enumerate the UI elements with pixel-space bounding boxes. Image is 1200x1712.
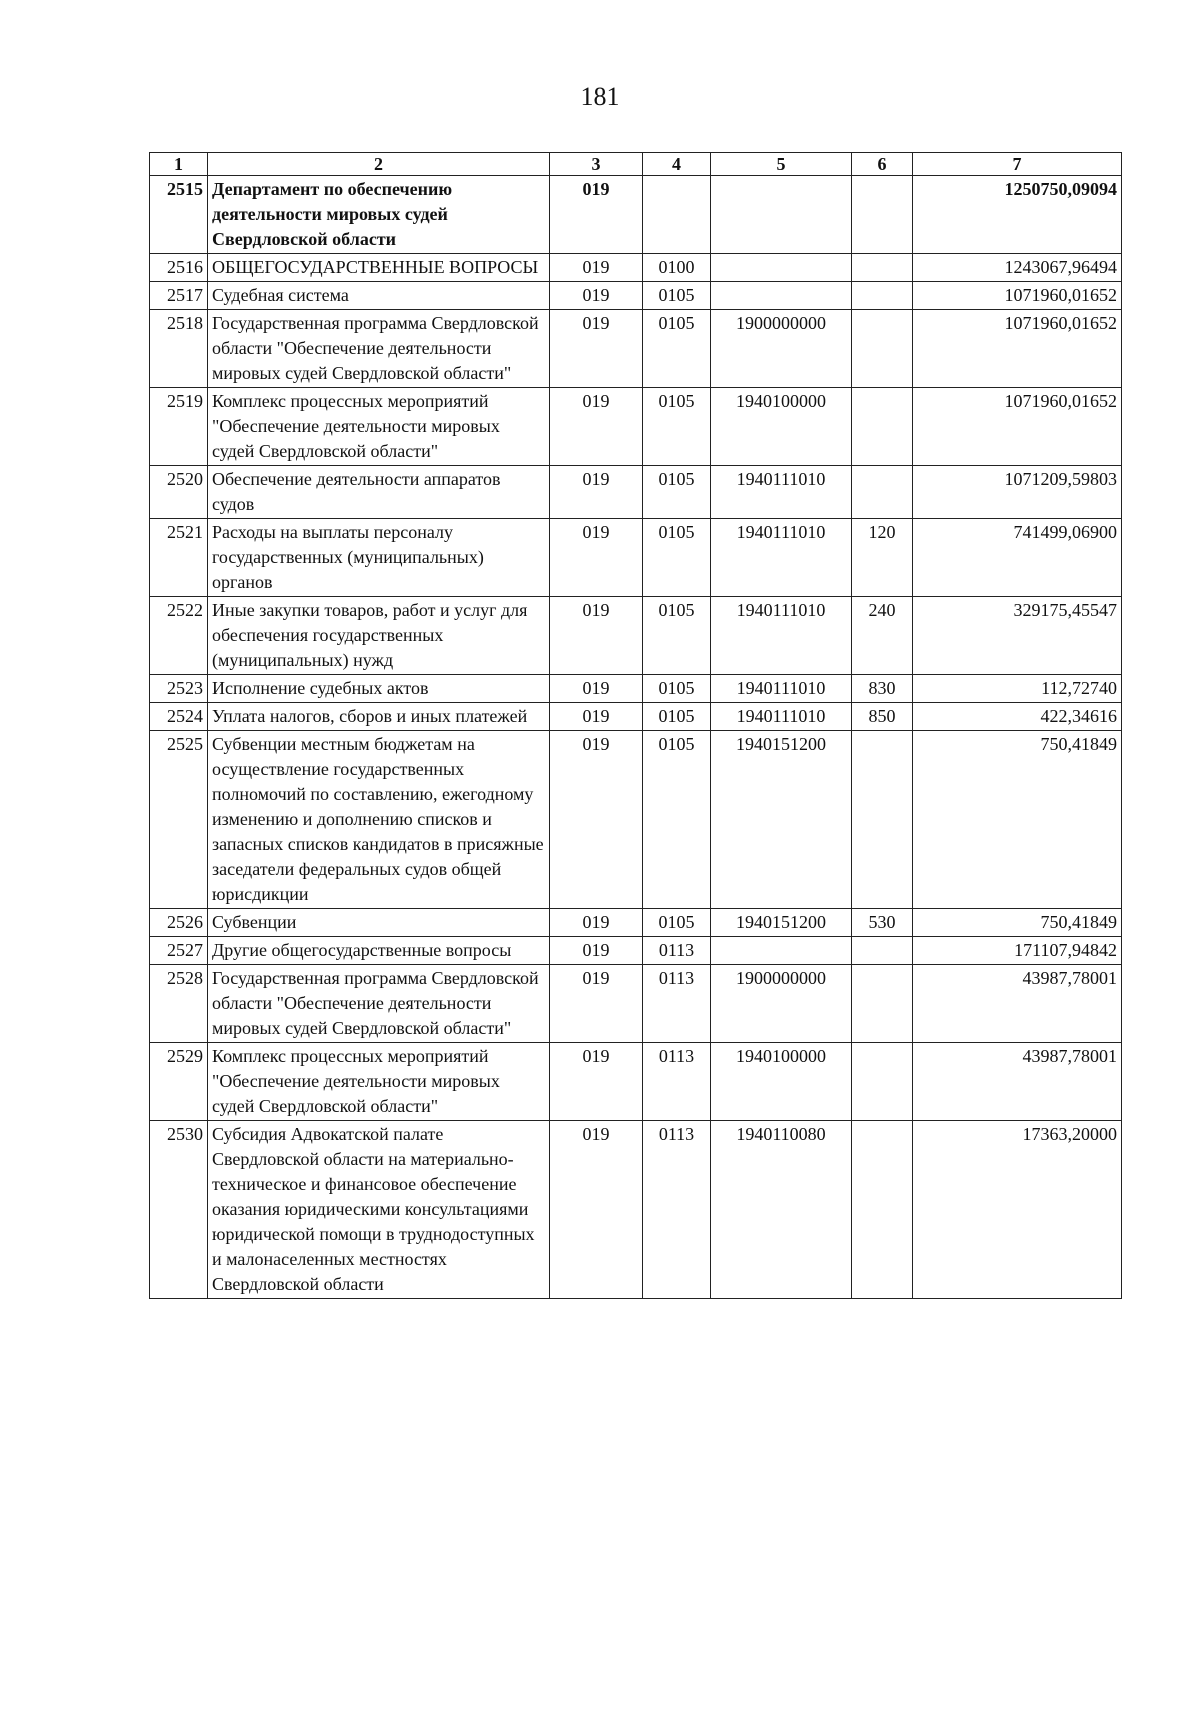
row-number: 2522 — [150, 597, 208, 675]
expense-type-code: 240 — [852, 597, 913, 675]
table-row — [150, 310, 1122, 388]
row-name: Государственная программа Свердловской области "Обеспечение деятельности мировых судей Свердловской области" — [208, 310, 550, 388]
column-header: 7 — [913, 153, 1122, 176]
table-row — [150, 597, 1122, 675]
row-number: 2530 — [150, 1121, 208, 1299]
section-code: 0105 — [643, 909, 711, 937]
amount-value: 43987,78001 — [913, 1043, 1122, 1121]
column-header: 5 — [711, 153, 852, 176]
table-row — [150, 254, 1122, 282]
target-article-code: 1940110080 — [711, 1121, 852, 1299]
target-article-code: 1940151200 — [711, 909, 852, 937]
chapter-code: 019 — [550, 176, 643, 254]
target-article-code — [711, 176, 852, 254]
expense-type-code — [852, 1121, 913, 1299]
target-article-code: 1940111010 — [711, 597, 852, 675]
chapter-code: 019 — [550, 909, 643, 937]
row-number: 2518 — [150, 310, 208, 388]
row-number: 2517 — [150, 282, 208, 310]
table-row — [150, 1121, 1122, 1299]
amount-value: 43987,78001 — [913, 965, 1122, 1043]
chapter-code: 019 — [550, 282, 643, 310]
chapter-code: 019 — [550, 1121, 643, 1299]
row-number: 2521 — [150, 519, 208, 597]
row-name: Расходы на выплаты персоналу государственных (муниципальных) органов — [208, 519, 550, 597]
table-row — [150, 1043, 1122, 1121]
expense-type-code — [852, 310, 913, 388]
expense-type-code — [852, 965, 913, 1043]
row-number: 2527 — [150, 937, 208, 965]
column-header: 2 — [208, 153, 550, 176]
column-header: 4 — [643, 153, 711, 176]
chapter-code: 019 — [550, 466, 643, 519]
table-row — [150, 731, 1122, 909]
row-name: Обеспечение деятельности аппаратов судов — [208, 466, 550, 519]
row-name: Департамент по обеспечению деятельности мировых судей Свердловской области — [208, 176, 550, 254]
target-article-code: 1940100000 — [711, 1043, 852, 1121]
section-code: 0113 — [643, 1121, 711, 1299]
amount-value: 171107,94842 — [913, 937, 1122, 965]
row-name: Субвенции — [208, 909, 550, 937]
target-article-code: 1940111010 — [711, 466, 852, 519]
amount-value: 17363,20000 — [913, 1121, 1122, 1299]
target-article-code: 1940111010 — [711, 675, 852, 703]
row-number: 2519 — [150, 388, 208, 466]
amount-value: 422,34616 — [913, 703, 1122, 731]
table-row — [150, 703, 1122, 731]
row-name: Государственная программа Свердловской области "Обеспечение деятельности мировых судей Свердловской области" — [208, 965, 550, 1043]
expense-type-code — [852, 254, 913, 282]
page-number: 181 — [580, 82, 620, 111]
section-code — [643, 176, 711, 254]
chapter-code: 019 — [550, 675, 643, 703]
row-name: Исполнение судебных актов — [208, 675, 550, 703]
row-number: 2526 — [150, 909, 208, 937]
column-header: 3 — [550, 153, 643, 176]
row-number: 2515 — [150, 176, 208, 254]
row-name: Субвенции местным бюджетам на осуществление государственных полномочий по составлению, ежегодному изменению и дополнению списков и запасных списков кандидатов в присяжные заседатели федеральных судов общей юрисдикции — [208, 731, 550, 909]
row-number: 2528 — [150, 965, 208, 1043]
column-header: 1 — [150, 153, 208, 176]
expense-type-code — [852, 937, 913, 965]
amount-value: 1071209,59803 — [913, 466, 1122, 519]
table-row — [150, 909, 1122, 937]
section-code: 0113 — [643, 1043, 711, 1121]
row-number: 2525 — [150, 731, 208, 909]
amount-value: 750,41849 — [913, 909, 1122, 937]
target-article-code — [711, 282, 852, 310]
section-code: 0100 — [643, 254, 711, 282]
section-code: 0105 — [643, 466, 711, 519]
expense-type-code: 120 — [852, 519, 913, 597]
section-code: 0113 — [643, 965, 711, 1043]
chapter-code: 019 — [550, 703, 643, 731]
expense-type-code: 850 — [852, 703, 913, 731]
amount-value: 1071960,01652 — [913, 310, 1122, 388]
table-row — [150, 388, 1122, 466]
section-code: 0105 — [643, 282, 711, 310]
target-article-code — [711, 937, 852, 965]
chapter-code: 019 — [550, 254, 643, 282]
column-header: 6 — [852, 153, 913, 176]
amount-value: 1250750,09094 — [913, 176, 1122, 254]
expense-type-code — [852, 282, 913, 310]
table-row — [150, 519, 1122, 597]
table-row — [150, 675, 1122, 703]
expense-type-code — [852, 1043, 913, 1121]
section-code: 0113 — [643, 937, 711, 965]
expense-type-code — [852, 731, 913, 909]
row-name: Судебная система — [208, 282, 550, 310]
chapter-code: 019 — [550, 597, 643, 675]
row-name: Комплекс процессных мероприятий "Обеспечение деятельности мировых судей Свердловской области" — [208, 1043, 550, 1121]
section-code: 0105 — [643, 731, 711, 909]
row-name: Иные закупки товаров, работ и услуг для обеспечения государственных (муниципальных) нужд — [208, 597, 550, 675]
section-code: 0105 — [643, 597, 711, 675]
row-number: 2523 — [150, 675, 208, 703]
amount-value: 750,41849 — [913, 731, 1122, 909]
target-article-code: 1940111010 — [711, 519, 852, 597]
chapter-code: 019 — [550, 937, 643, 965]
row-name: Субсидия Адвокатской палате Свердловской области на материально-техническое и финансовое обеспечение оказания юридическими консультациями юридической помощи в труднодоступных и малонаселенных местностях Свердловской области — [208, 1121, 550, 1299]
table-header-row — [150, 153, 1122, 176]
row-number: 2529 — [150, 1043, 208, 1121]
expense-type-code — [852, 176, 913, 254]
table-body — [150, 176, 1122, 1299]
section-code: 0105 — [643, 519, 711, 597]
section-code: 0105 — [643, 675, 711, 703]
row-number: 2516 — [150, 254, 208, 282]
target-article-code: 1900000000 — [711, 310, 852, 388]
row-name: Уплата налогов, сборов и иных платежей — [208, 703, 550, 731]
expense-type-code: 830 — [852, 675, 913, 703]
row-number: 2520 — [150, 466, 208, 519]
chapter-code: 019 — [550, 310, 643, 388]
table-row — [150, 937, 1122, 965]
target-article-code: 1940100000 — [711, 388, 852, 466]
table-row — [150, 282, 1122, 310]
amount-value: 112,72740 — [913, 675, 1122, 703]
row-name: Другие общегосударственные вопросы — [208, 937, 550, 965]
amount-value: 1071960,01652 — [913, 388, 1122, 466]
budget-table — [149, 152, 1122, 1299]
expense-type-code — [852, 388, 913, 466]
section-code: 0105 — [643, 310, 711, 388]
chapter-code: 019 — [550, 731, 643, 909]
row-number: 2524 — [150, 703, 208, 731]
table-row — [150, 466, 1122, 519]
target-article-code: 1940111010 — [711, 703, 852, 731]
chapter-code: 019 — [550, 388, 643, 466]
chapter-code: 019 — [550, 1043, 643, 1121]
amount-value: 1243067,96494 — [913, 254, 1122, 282]
chapter-code: 019 — [550, 965, 643, 1043]
amount-value: 329175,45547 — [913, 597, 1122, 675]
table-row — [150, 965, 1122, 1043]
chapter-code: 019 — [550, 519, 643, 597]
expense-type-code: 530 — [852, 909, 913, 937]
target-article-code: 1900000000 — [711, 965, 852, 1043]
row-name: ОБЩЕГОСУДАРСТВЕННЫЕ ВОПРОСЫ — [208, 254, 550, 282]
table-row — [150, 176, 1122, 254]
expense-type-code — [852, 466, 913, 519]
row-name: Комплекс процессных мероприятий "Обеспечение деятельности мировых судей Свердловской области" — [208, 388, 550, 466]
target-article-code — [711, 254, 852, 282]
section-code: 0105 — [643, 703, 711, 731]
amount-value: 1071960,01652 — [913, 282, 1122, 310]
section-code: 0105 — [643, 388, 711, 466]
amount-value: 741499,06900 — [913, 519, 1122, 597]
target-article-code: 1940151200 — [711, 731, 852, 909]
